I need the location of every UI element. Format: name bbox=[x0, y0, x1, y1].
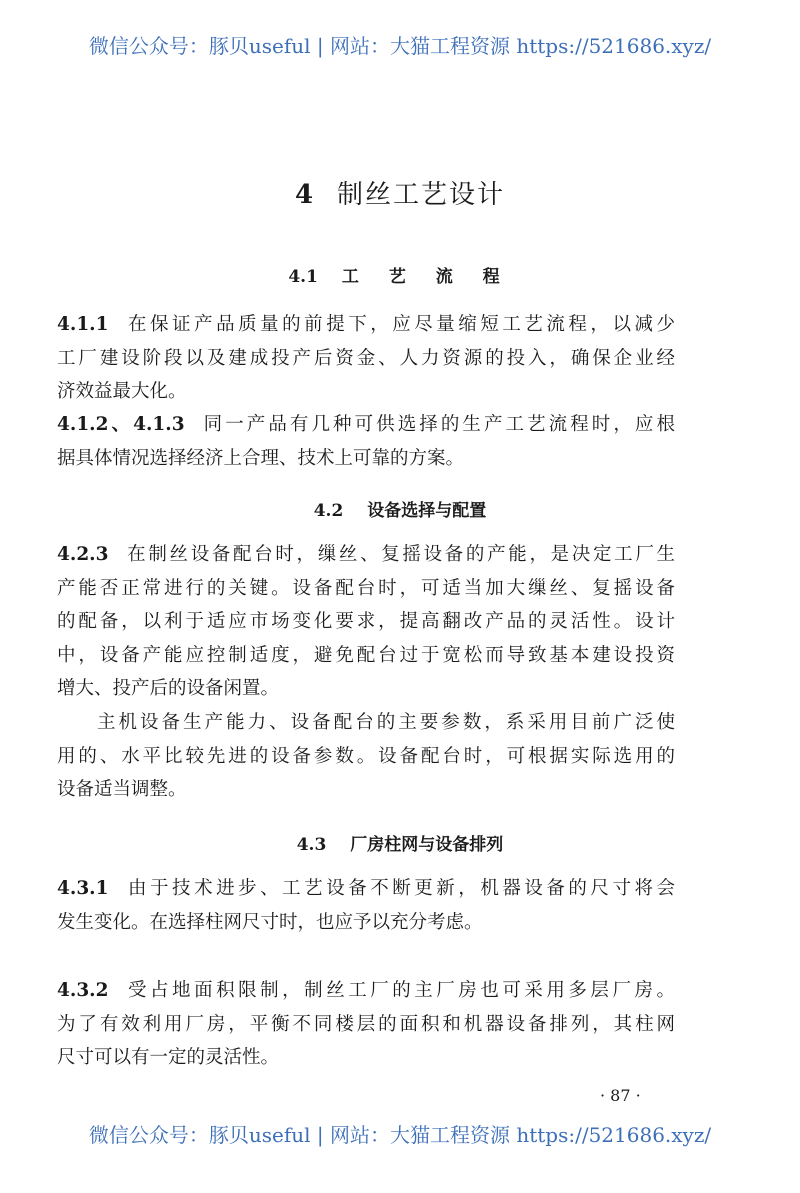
text-line bbox=[57, 1041, 675, 1075]
line-text: 由于技术进步、工艺设备不断更新，机器设备的尺寸将会 bbox=[124, 878, 675, 899]
text-line bbox=[57, 375, 675, 409]
text-line bbox=[57, 442, 675, 476]
text-line bbox=[57, 773, 675, 807]
line-text: 受占地面积限制，制丝工厂的主厂房也可采用多层厂房。 bbox=[124, 980, 675, 1001]
page-number: · 87 · bbox=[600, 1086, 641, 1105]
watermark-top: 微信公众号：豚贝useful | 网站：大猫工程资源 https://521686.xyz/ bbox=[88, 34, 712, 58]
section-title: 工 艺 流 程 bbox=[341, 267, 512, 287]
chapter-title-text: 制丝工艺设计 bbox=[337, 180, 506, 210]
line-text: 在制丝设备配台时，缫丝、复摇设备的产能，是决定工厂生 bbox=[124, 544, 675, 565]
line-text: 为了有效利用厂房，平衡不同楼层的面积和机器设备排列，其柱网 bbox=[57, 1013, 675, 1035]
text-line bbox=[57, 408, 675, 442]
chapter-title bbox=[0, 174, 800, 211]
line-text: 设备适当调整。 bbox=[57, 779, 187, 800]
line-text: 济效益最大化。 bbox=[57, 381, 187, 402]
clause-number: 4.2.3 bbox=[57, 544, 109, 565]
section-title: 设备选择与配置 bbox=[367, 501, 487, 521]
section-heading bbox=[0, 496, 800, 521]
clause-number: 4.3.2 bbox=[57, 980, 109, 1001]
paragraph bbox=[57, 538, 675, 706]
text-line bbox=[57, 974, 675, 1008]
line-text: 据具体情况选择经济上合理、技术上可靠的方案。 bbox=[57, 447, 465, 469]
section-heading bbox=[0, 262, 800, 287]
line-text: 中，设备产能应控制适度，避免配台过于宽松而导致基本建设投资 bbox=[57, 644, 675, 666]
text-line bbox=[57, 605, 675, 639]
text-line bbox=[57, 342, 675, 376]
section-number: 4.1 bbox=[288, 267, 318, 287]
line-text: 同一产品有几种可供选择的生产工艺流程时，应根 bbox=[200, 414, 675, 435]
paragraph bbox=[57, 308, 675, 409]
line-text: 在保证产品质量的前提下，应尽量缩短工艺流程，以减少 bbox=[124, 314, 675, 335]
line-text: 增大、投产后的设备闲置。 bbox=[57, 678, 280, 699]
paragraph bbox=[57, 706, 675, 807]
text-line bbox=[57, 906, 675, 940]
text-line bbox=[57, 672, 675, 706]
text-line bbox=[57, 538, 675, 572]
section-number: 4.3 bbox=[296, 835, 327, 855]
text-line bbox=[57, 639, 675, 673]
text-line bbox=[57, 872, 675, 906]
section-heading bbox=[0, 830, 800, 855]
line-text: 用的、水平比较先进的设备参数。设备配台时，可根据实际选用的 bbox=[57, 745, 675, 767]
line-text: 发生变化。在选择柱网尺寸时，也应予以充分考虑。 bbox=[57, 911, 483, 933]
clause-number: 4.1.2、4.1.3 bbox=[57, 414, 185, 435]
line-text: 工厂建设阶段以及建成投产后资金、人力资源的投入，确保企业经 bbox=[57, 347, 675, 369]
line-text: 主机设备生产能力、设备配台的主要参数，系采用目前广泛使 bbox=[97, 712, 675, 733]
text-line bbox=[57, 572, 675, 606]
paragraph bbox=[57, 872, 675, 939]
text-line bbox=[57, 308, 675, 342]
paragraph bbox=[57, 408, 675, 475]
section-title: 厂房柱网与设备排列 bbox=[350, 835, 504, 855]
clause-number: 4.3.1 bbox=[57, 878, 109, 899]
watermark-bottom: 微信公众号：豚贝useful | 网站：大猫工程资源 https://521686.xyz/ bbox=[88, 1123, 712, 1147]
paragraph bbox=[57, 974, 675, 1075]
text-line bbox=[57, 706, 675, 740]
section-number: 4.2 bbox=[313, 501, 344, 521]
line-text: 尺寸可以有一定的灵活性。 bbox=[57, 1047, 280, 1068]
line-text: 产能否正常进行的关键。设备配台时，可适当加大缫丝、复摇设备 bbox=[57, 577, 675, 599]
line-text: 的配备，以利于适应市场变化要求，提高翻改产品的灵活性。设计 bbox=[57, 611, 675, 632]
chapter-number: 4 bbox=[294, 180, 316, 210]
text-line bbox=[57, 740, 675, 774]
text-line bbox=[57, 1008, 675, 1042]
clause-number: 4.1.1 bbox=[57, 314, 109, 335]
